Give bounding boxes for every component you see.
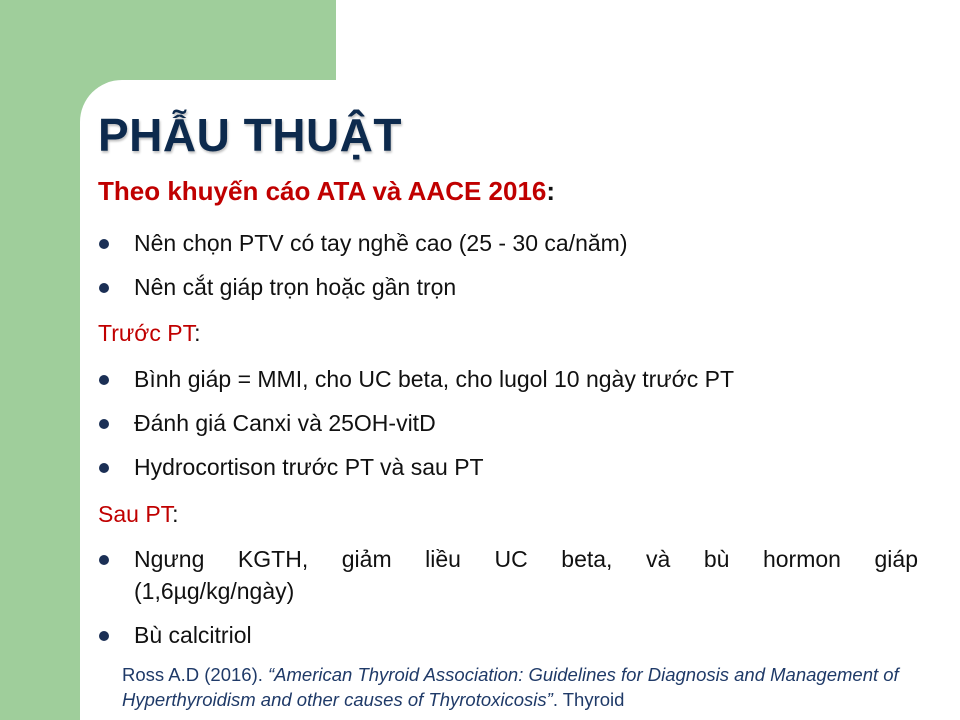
bullet-dot-icon xyxy=(99,555,109,565)
citation xyxy=(122,662,922,712)
bullet-item xyxy=(98,227,918,259)
slide-subtitle xyxy=(98,176,555,207)
subtitle-text: Theo khuyến cáo ATA và AACE 2016 xyxy=(98,176,547,206)
bullet-text: Nên chọn PTV có tay nghề cao (25 - 30 ca/năm) xyxy=(134,230,628,256)
bullet-item xyxy=(98,543,918,607)
bullet-item xyxy=(98,619,918,651)
citation-suffix: . Thyroid xyxy=(552,689,625,710)
bullet-item xyxy=(98,363,918,395)
section-label-after-colon: : xyxy=(172,501,179,527)
bullet-text: Bình giáp = MMI, cho UC beta, cho lugol 10 ngày trước PT xyxy=(134,366,735,392)
bullet-text: Bù calcitriol xyxy=(134,622,252,648)
bullet-text: Nên cắt giáp trọn hoặc gần trọn xyxy=(134,274,457,300)
bullet-item xyxy=(98,407,918,439)
section-label-before-text: Trước PT xyxy=(98,320,195,346)
bullet-item xyxy=(98,451,918,483)
citation-prefix: Ross A.D (2016). xyxy=(122,664,269,685)
bullet-dot-icon xyxy=(99,463,109,473)
bullet-dot-icon xyxy=(99,419,109,429)
bullet-text: Hydrocortison trước PT và sau PT xyxy=(134,454,484,480)
section-label-before xyxy=(98,317,200,349)
bullet-text: Đánh giá Canxi và 25OH-vitD xyxy=(134,410,436,436)
bullet-dot-icon xyxy=(99,631,109,641)
bullet-text-line1: Ngưng KGTH, giảm liều UC beta, và bù hormon giáp xyxy=(134,546,918,572)
slide-title: PHẪU THUẬT xyxy=(98,109,402,161)
bullet-text-line2: (1,6µg/kg/ngày) xyxy=(134,578,295,604)
section-label-after-text: Sau PT xyxy=(98,501,173,527)
bullet-dot-icon xyxy=(99,239,109,249)
section-label-after xyxy=(98,498,179,530)
subtitle-colon: : xyxy=(546,176,556,206)
section-label-before-colon: : xyxy=(194,320,201,346)
bullet-dot-icon xyxy=(99,375,109,385)
bullet-item xyxy=(98,271,918,303)
bullet-dot-icon xyxy=(99,283,109,293)
citation-title: “American Thyroid Association: Guidelines for Diagnosis and Management of Hyperthyroidism and other causes of Thyrotoxicosis” xyxy=(122,664,899,710)
